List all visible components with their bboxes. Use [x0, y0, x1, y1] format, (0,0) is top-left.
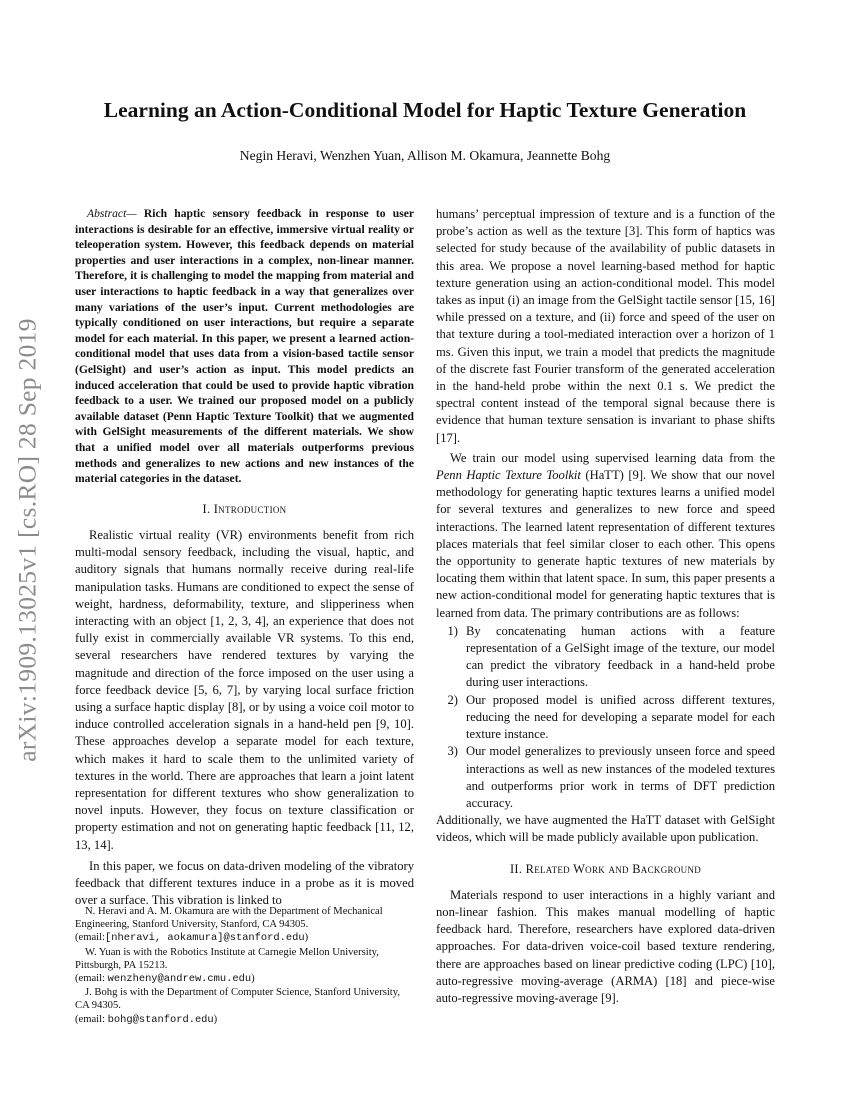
paper-authors: Negin Heravi, Wenzhen Yuan, Allison M. Okamura, Jeannette Bohg — [239, 148, 611, 163]
abstract-label: Abstract — [87, 207, 127, 220]
section-title: Introduction — [213, 501, 287, 516]
left-column — [75, 206, 414, 909]
footnote-email-line: (email:[nheravi, aokamura]@stanford.edu) — [75, 932, 309, 945]
abstract-text: Rich haptic sensory feedback in response to user interactions is desirable for an effective, immersive virtual reality or teleoperation system. However, this feedback depends on material properties and user interactions in a complex, non-linear manner. Therefore, it is challenging to model the mapping from material and user interactions to haptic feedback in a way that generalizes over many variations of the user’s input. Current methodologies are typically conditioned on user interactions, but require a separate model for each material. In this paper, we present a learned action-conditional model that uses data from a vision-based tactile sensor (GelSight) and user’s action as input. This model predicts an induced acceleration that could be used to provide haptic vibration feedback to a user. We trained our proposed model on a publicly available dataset (Penn Haptic Texture Toolkit) that we augmented with GelSight measurements of the different materials. We show that a unified model over all materials outperforms previous methods and generalizes to new actions and new instances of the material categories in the dataset. — [75, 207, 414, 486]
arxiv-identifier-stamp — [3, 295, 53, 785]
paper-title: Learning an Action-Conditional Model for Haptic Texture Generation — [103, 98, 747, 122]
section-numeral: II. — [509, 861, 526, 876]
section-heading-introduction — [75, 501, 414, 518]
intro-paragraph-2: In this paper, we focus on data-driven modeling of the vibratory feedback that different textures induce in a probe as it is moved over a surface. This vibration is linked to — [75, 858, 414, 908]
email-link[interactable]: wenzheny@andrew.cmu.edu — [107, 973, 252, 986]
list-item: 1) By concatenating human actions with a feature representation of a GelSight image of the texture, our model can predict the vibratory feedback in a hand-held probe during user interactions. — [447, 623, 775, 690]
intro-paragraph-3: We train our model using supervised learning data from the Penn Haptic Texture Toolkit (HaTT) [9]. We show that our novel methodology for generating haptic textures learns a unified model for several textures and generalizes to new force and speed interactions. The learned latent representation of different textures places materials that feel similar closer to each other. This opens the opportunity to generate haptic textures of new materials by locating them within that latent space. In sum, this paper presents a new action-conditional model for generating haptic textures that is learned from data. The primary contributions are as follows: — [436, 450, 775, 620]
abstract — [75, 206, 414, 487]
intro-paragraph-2-continued: humans’ perceptual impression of texture and is a function of the probe’s action as well as the texture [3]. This form of haptics was selected for study because of the availability of public datasets in this area. We propose a novel learning-based method for haptic texture generation using an action-conditional model. This model takes as input (i) an image from the GelSight tactile sensor [15, 16] while pressed on a texture, and (ii) force and speed of the user on that texture during a tool-mediated interaction over a horizon of 1 ms. Given this input, we train a model that predicts the magnitude of the discrete fast Fourier transform of the generated acceleration in the hand-held probe within the next 0.1 s. We predict the spectral content instead of the temporal signal because there is evidence that human texture sensation is invariant to phase shifts [17]. — [436, 207, 775, 445]
footnote-email-line: (email: wenzheny@andrew.cmu.edu) — [75, 973, 255, 986]
intro-paragraph-1: Realistic virtual reality (VR) environments benefit from rich multi-modal sensory feedback, including the visual, haptic, and auditory signals that humans normally receive during real-life manipulation tasks. Humans are conditioned to expect the sense of weight, hardness, deformability, texture, and slipperiness when interacting with an object [1, 2, 3, 4], an experience that does not fully exist in commercially available VR systems. To this end, several researchers have rendered textures by varying the magnitude and direction of the force imposed on the user using a force feedback device [5, 6, 7], by varying local surface friction using a surface haptic display [8], or by using a voice coil motor to induce controlled acceleration signals in a hand-held pen [9, 10]. These approaches develop a separate model for each texture, which makes it hard to scale them to the unlimited variety of textures in the world. There are approaches that learn a joint latent representation for different textures who show generalization to novel inputs. However, they focus on texture classification or property estimation and not on generating haptic feedback [11, 12, 13, 14]. — [75, 527, 414, 852]
section-title: Related Work and Background — [525, 861, 702, 876]
related-paragraph-1: Materials respond to user interactions in a highly variant and non-linear fashion. This makes manual modelling of haptic feedback hard. Therefore, researchers have explored data-driven approaches. For data-driven voice-coil based texture rendering, there are approaches based on linear predictive coding (LPC) [10], auto-regressive moving-average (ARMA) [18] and piece-wise auto-regressive moving-average [9]. — [436, 887, 775, 1005]
footnote-email-line: (email: bohg@stanford.edu) — [75, 1013, 218, 1026]
abstract-dash: — — [126, 207, 144, 220]
list-item: 2) Our proposed model is unified across different textures, reducing the need for developing a separate model for each texture instance. — [447, 692, 775, 742]
email-link[interactable]: bohg@stanford.edu — [107, 1013, 214, 1026]
dataset-name: Penn Haptic Texture Toolkit — [436, 468, 581, 483]
section-heading-related-work — [436, 861, 775, 878]
contributions-list — [436, 623, 775, 812]
footnote-heravi-okamura: N. Heravi and A. M. Okamura are with the Department of Mechanical Engineering, Stanford University, Stanford, CA 94305. — [75, 906, 383, 931]
list-item: 3) Our model generalizes to previously unseen force and speed interactions as well as new instances of the modeled textures and outperforms prior work in terms of DFT prediction accuracy. — [447, 744, 775, 810]
arxiv-identifier-text: arXiv:1909.13025v1 [cs.RO] 28 Sep 2019 — [13, 318, 43, 762]
section-numeral: I. — [202, 501, 214, 516]
intro-paragraph-4: Additionally, we have augmented the HaTT dataset with GelSight videos, which will be made publicly available upon publication. — [436, 813, 775, 845]
email-link[interactable]: [nheravi, aokamura]@stanford.edu — [105, 932, 305, 945]
footnote-bohg: J. Bohg is with the Department of Computer Science, Stanford University, CA 94305. — [75, 987, 401, 1012]
footnote-yuan: W. Yuan is with the Robotics Institute at Carnegie Mellon University, Pittsburgh, PA 15213. — [75, 946, 379, 971]
right-column — [436, 206, 775, 1007]
footnotes — [75, 905, 414, 1027]
